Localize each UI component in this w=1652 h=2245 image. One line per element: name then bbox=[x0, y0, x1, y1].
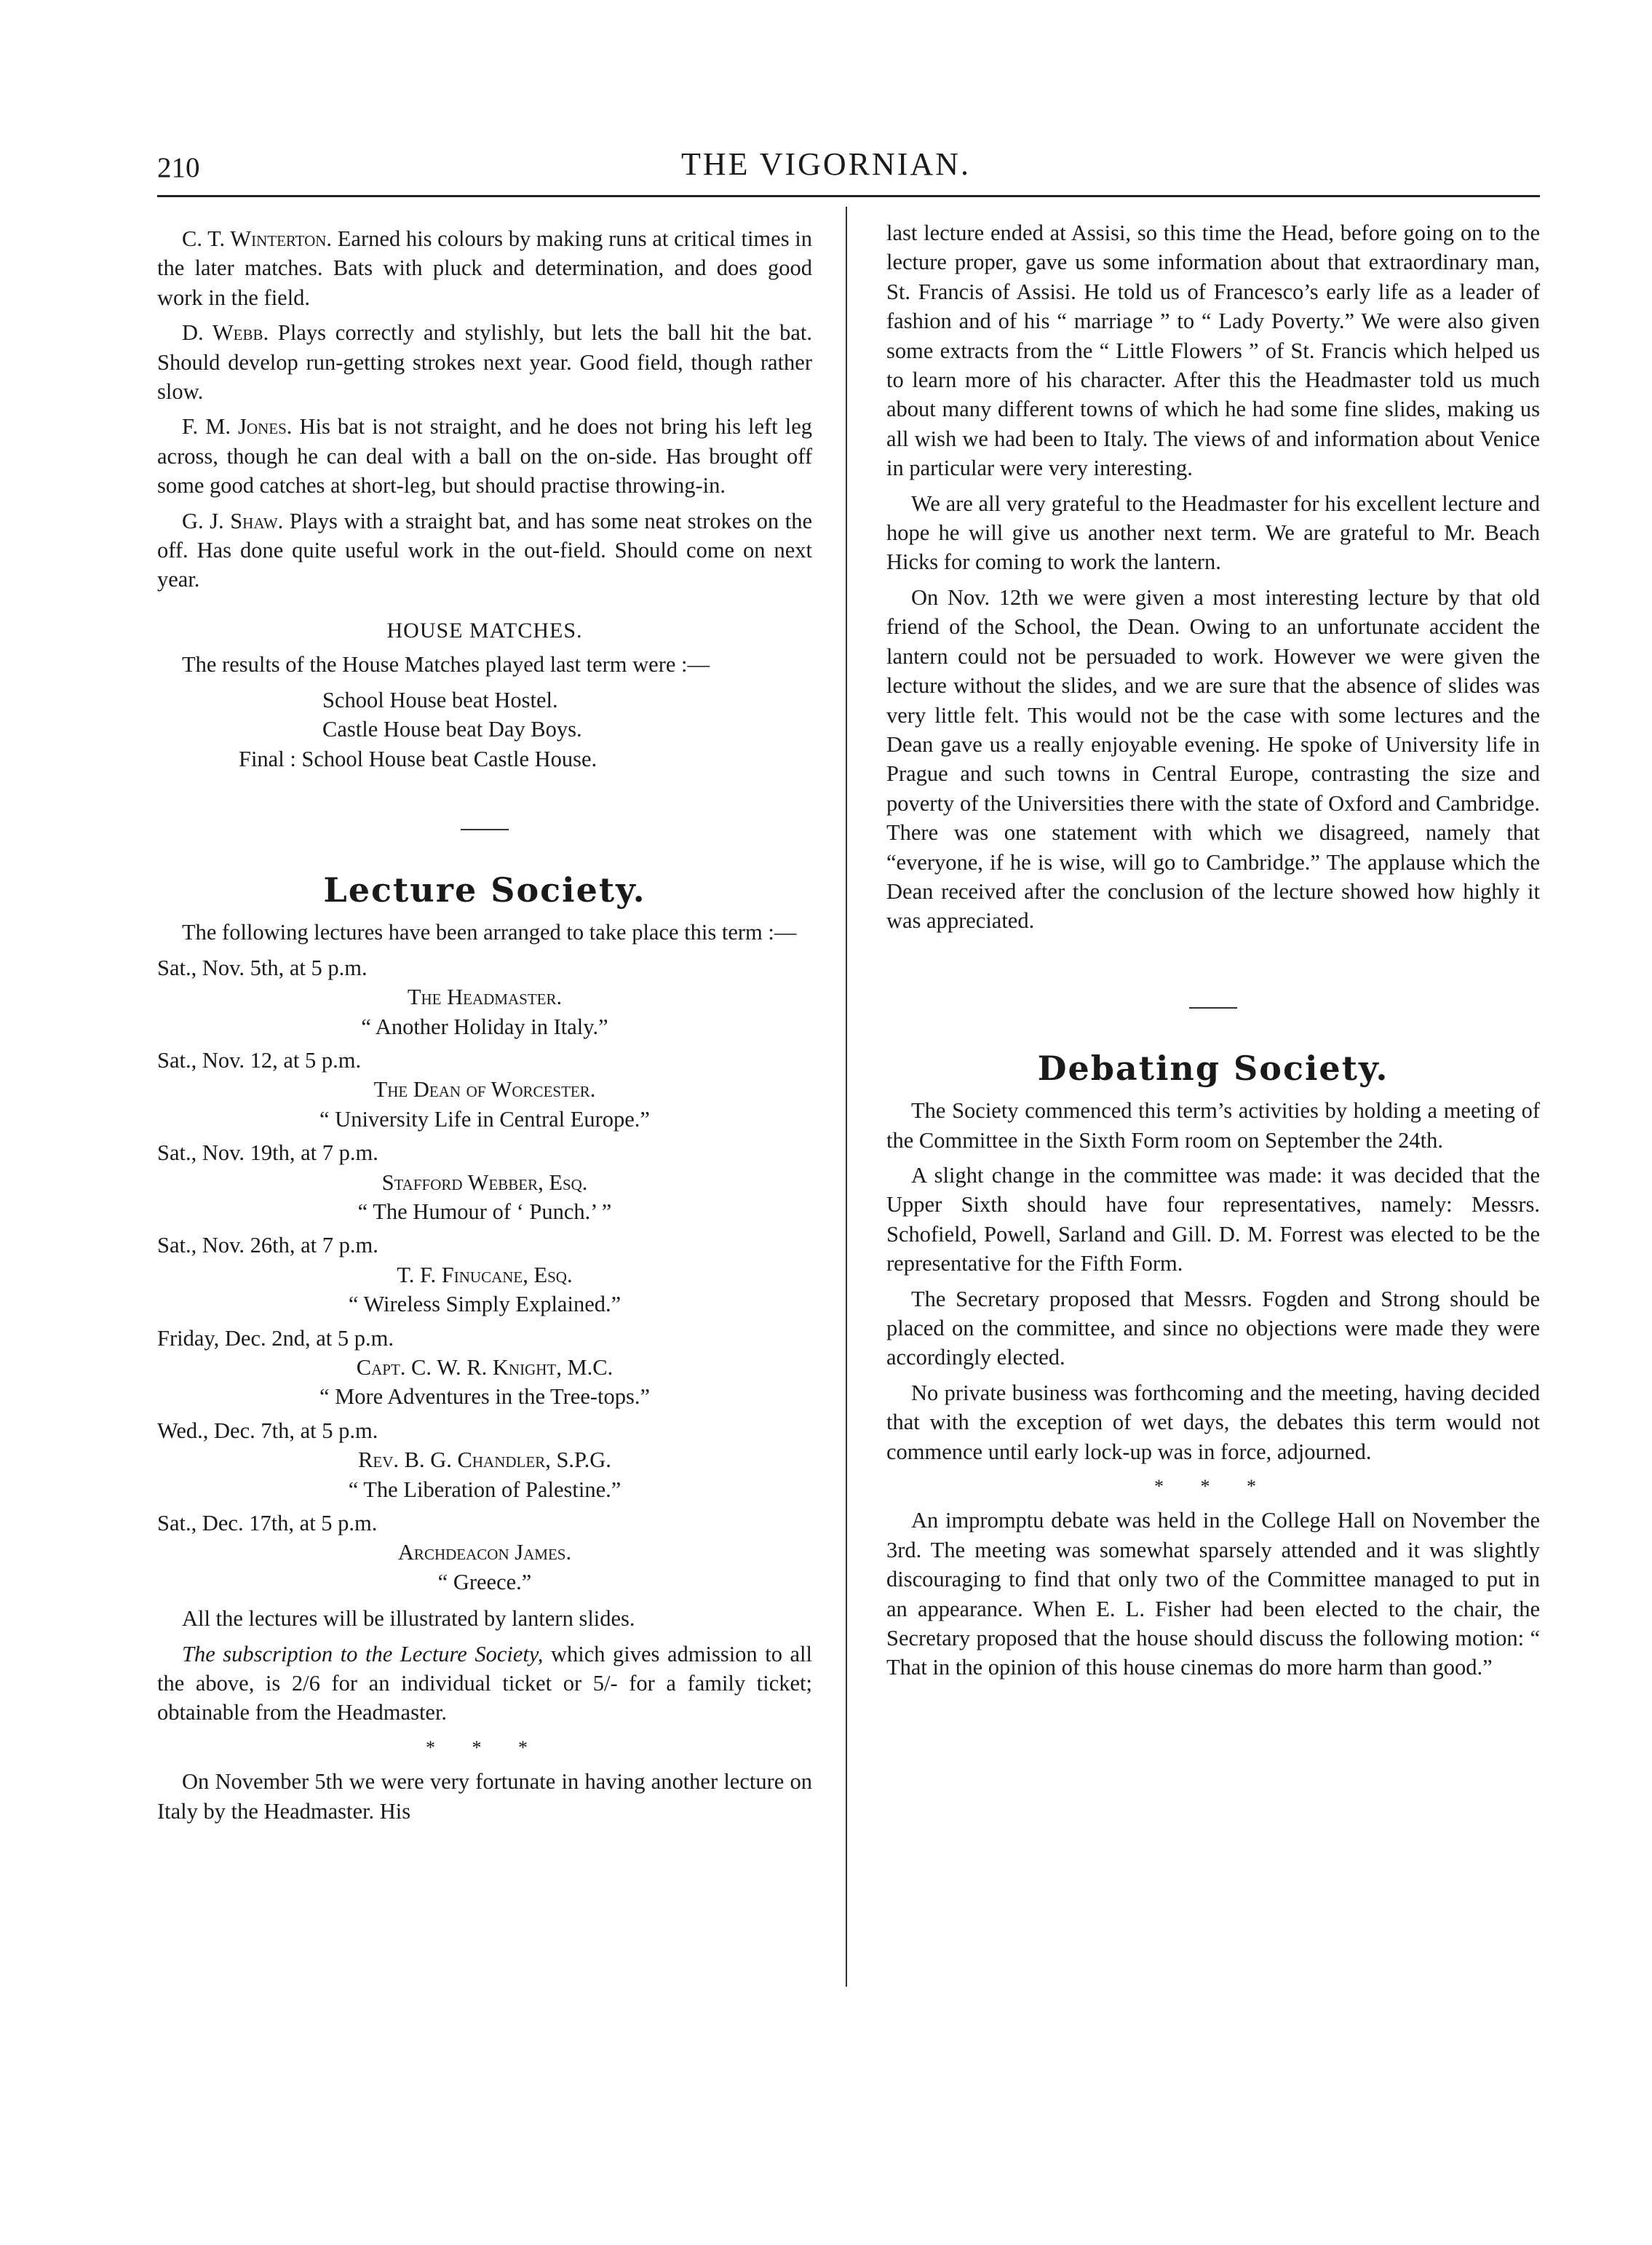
player-name: G. J. Shaw. bbox=[182, 508, 284, 533]
player-report: Earned his colours by making runs at critical times in the later matches. Bats with pluck and determination, and does good work in the field. bbox=[157, 226, 813, 310]
gratitude-paragraph: We are all very grateful to the Headmaster for his excellent lecture and hope he will give us another next term. We are grateful to Mr. Beach Hicks for coming to work the lantern. bbox=[886, 490, 1540, 575]
lecture-society-title: Lecture Society. bbox=[323, 870, 646, 910]
debating-society-title: Debating Society. bbox=[1037, 1048, 1389, 1088]
nov5-report-continued: last lecture ended at Assisi, so this time the Head, before going on to the lecture proper, gave us some information about that extraordinary man, St. Francis of Assisi. He told us of Francesco’s early life as a leader of fashion and of his “ marriage ” to “ Lady Poverty.” We were also given some extracts from the “ Little Flowers ” of St. Francis which helped us to learn more of his character. After this the Headmaster told us much about many different towns of which he had some fine slides, making us all wish we had been to Italy. The views of and information about Venice in particular were very interesting. bbox=[886, 220, 1540, 481]
section-stars: * * * bbox=[1154, 1476, 1272, 1498]
lecture-date: Sat., Nov. 5th, at 5 p.m. bbox=[157, 955, 368, 980]
lecture-date: Sat., Nov. 19th, at 7 p.m. bbox=[157, 1140, 378, 1166]
lecture-title: “ The Humour of ‘ Punch.’ ” bbox=[357, 1199, 612, 1224]
subscription-lead: The subscription to the Lecture Society, bbox=[182, 1641, 544, 1666]
section-divider bbox=[1189, 1007, 1237, 1009]
lecture-item bbox=[157, 1324, 812, 1412]
section-divider bbox=[461, 829, 509, 830]
debating-paragraph: The Society commenced this term’s activities by holding a meeting of the Committee in the Sixth Form room on September the 24th. bbox=[886, 1098, 1540, 1153]
header-rule bbox=[157, 195, 1540, 197]
subscription-note bbox=[157, 1640, 812, 1728]
section-stars: * * * bbox=[426, 1736, 544, 1758]
lecture-intro: The following lectures have been arranged to take place this term :— bbox=[182, 920, 797, 945]
left-column bbox=[157, 224, 812, 1832]
player-report: His bat is not straight, and he does not bring his left leg across, though he can deal with a ball on the on-side. Has brought off some good catches at short-leg, but should practise throwing-in. bbox=[157, 414, 812, 498]
house-matches-results bbox=[157, 686, 812, 774]
result-line: Castle House beat Day Boys. bbox=[322, 717, 582, 742]
lecture-speaker: Archdeacon James. bbox=[397, 1540, 572, 1565]
lecture-title: “ The Liberation of Palestine.” bbox=[348, 1477, 622, 1502]
lecture-item bbox=[157, 1138, 812, 1226]
nov12-report: On Nov. 12th we were given a most interesting lecture by that old friend of the School, the Dean. Owing to an unfortunate accident the lantern could not be persuaded to work. However we were given the lecture without the slides, and we are sure that the absence of slides was very little felt. This would not be the case with some lectures and the Dean gave us a really enjoyable evening. He spoke of University life in Prague and such towns in Central Europe, contrasting the size and poverty of the Universities there with the state of Oxford and Cambridge. There was one statement with which we disagreed, namely that “everyone, if he is wise, will go to Cambridge.” The applause which the Dean received after the conclusion of the lecture showed how highly it was appreciated. bbox=[886, 584, 1540, 934]
player-report: Plays correctly and stylishly, but lets the ball hit the bat. Should develop run-getting strokes next year. Good field, though rather slow. bbox=[157, 320, 812, 405]
debating-paragraph: An impromptu debate was held in the College Hall on November the 3rd. The meeting was somewhat sparsely attended and it was slightly discouraging to find that only two of the Committee managed to put in an appearance. When E. L. Fisher had been elected to the chair, the Secretary proposed that the house should discuss the following motion: “ That in the opinion of this house cinemas do more harm than good.” bbox=[886, 1508, 1540, 1680]
player-entry bbox=[157, 506, 812, 595]
player-report: Plays with a straight bat, and has some neat strokes on the off. Has done quite useful work in the out-field. Should come on next year. bbox=[157, 508, 812, 592]
journal-title: THE VIGORNIAN. bbox=[680, 146, 972, 182]
debating-paragraph: A slight change in the committee was made: it was decided that the Upper Sixth should have four representatives, namely: Messrs. Schofield, Powell, Sarland and Gill. D. M. Forrest was elected to be the representative for the Fifth Form. bbox=[886, 1162, 1540, 1276]
result-line: Final : School House beat Castle House. bbox=[239, 746, 597, 771]
lecture-title: “ More Adventures in the Tree-tops.” bbox=[319, 1384, 651, 1410]
lecture-title: “ Another Holiday in Italy.” bbox=[361, 1014, 608, 1039]
page-number: 210 bbox=[157, 152, 200, 183]
lecture-title: “ Wireless Simply Explained.” bbox=[348, 1292, 622, 1317]
lecture-speaker: Capt. C. W. R. Knight, M.C. bbox=[356, 1355, 613, 1380]
lecture-date: Friday, Dec. 2nd, at 5 p.m. bbox=[157, 1325, 394, 1351]
player-entry bbox=[157, 412, 812, 500]
lecture-item bbox=[157, 1231, 812, 1319]
player-name: D. Webb. bbox=[182, 320, 269, 346]
lecture-date: Sat., Nov. 26th, at 7 p.m. bbox=[157, 1233, 378, 1258]
subscription-details: which gives admission to all the above, is 2/6 for an individual ticket or 5/- for a family ticket; obtainable from the Headmaster. bbox=[157, 1641, 813, 1725]
lecture-speaker: The Headmaster. bbox=[407, 985, 563, 1010]
debating-paragraph: The Secretary proposed that Messrs. Fogden and Strong should be placed on the committee, and since no objections were made they were accordingly elected. bbox=[886, 1286, 1540, 1370]
player-name: F. M. Jones. bbox=[182, 414, 293, 440]
nov5-report-start: On November 5th we were very fortunate in having another lecture on Italy by the Headmaster. His bbox=[157, 1769, 812, 1824]
player-name: C. T. Winterton. bbox=[182, 226, 333, 251]
lecture-speaker: The Dean of Worcester. bbox=[373, 1077, 596, 1102]
lecture-date: Sat., Nov. 12, at 5 p.m. bbox=[157, 1047, 362, 1073]
lecture-item bbox=[157, 1046, 812, 1134]
lecture-illustrated-note: All the lectures will be illustrated by lantern slides. bbox=[182, 1606, 635, 1632]
player-entry bbox=[157, 318, 812, 406]
lecture-title: “ Greece.” bbox=[437, 1569, 532, 1594]
lecture-date: Wed., Dec. 7th, at 5 p.m. bbox=[157, 1418, 378, 1443]
lecture-item bbox=[157, 1509, 812, 1597]
result-line: School House beat Hostel. bbox=[322, 687, 558, 712]
lecture-speaker: Stafford Webber, Esq. bbox=[381, 1169, 588, 1195]
debating-paragraph: No private business was forthcoming and the meeting, having decided that with the exception of wet days, the debates this term would not commence until early lock-up was in force, adjourned. bbox=[886, 1380, 1540, 1464]
lecture-speaker: T. F. Finucane, Esq. bbox=[397, 1262, 573, 1287]
lecture-title: “ University Life in Central Europe.” bbox=[319, 1106, 650, 1132]
lecture-date: Sat., Dec. 17th, at 5 p.m. bbox=[157, 1511, 378, 1536]
lecture-item bbox=[157, 1416, 812, 1504]
lecture-item bbox=[157, 953, 812, 1041]
house-matches-heading: HOUSE MATCHES. bbox=[386, 618, 583, 643]
player-entry bbox=[157, 224, 812, 312]
house-matches-intro: The results of the House Matches played last term were :— bbox=[182, 652, 710, 678]
lecture-speaker: Rev. B. G. Chandler, S.P.G. bbox=[358, 1447, 611, 1473]
column-divider bbox=[846, 207, 847, 1987]
right-column bbox=[886, 218, 1540, 1688]
